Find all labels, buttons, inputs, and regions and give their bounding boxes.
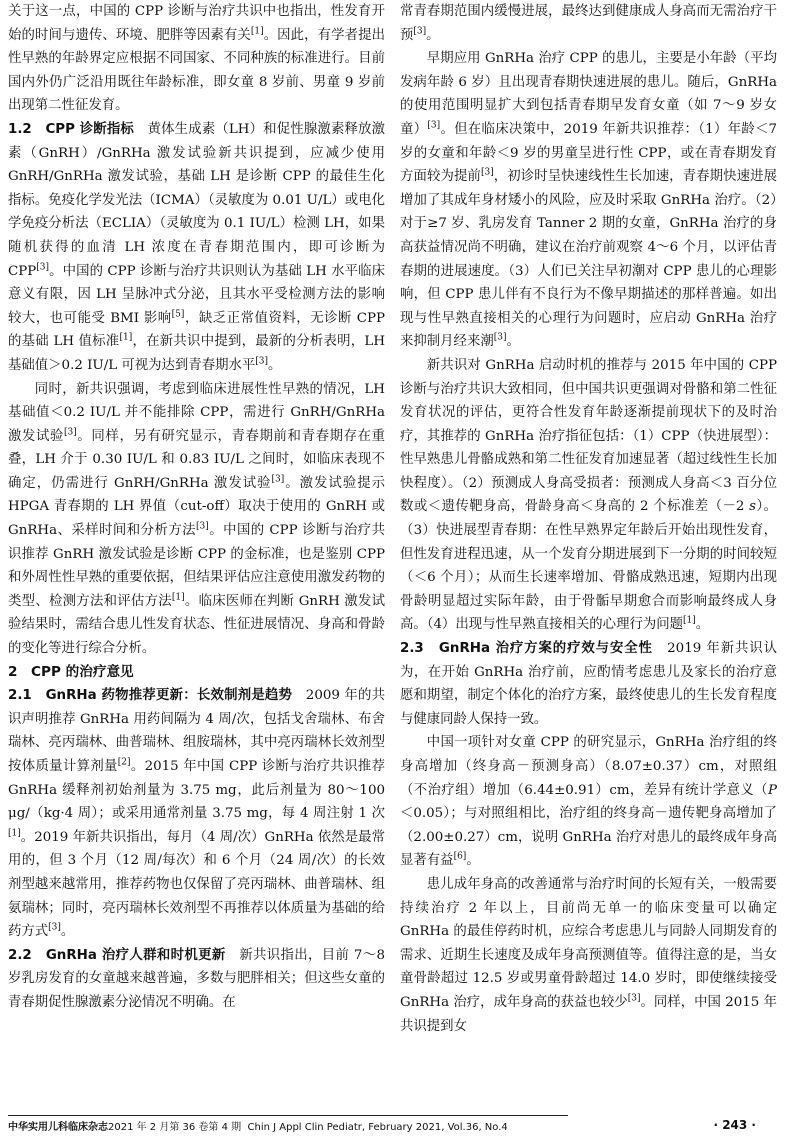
paragraph: 同时，新共识强调，考虑到临床进展性性早熟的情况，LH 基础值＜0.2 IU/L 并不能排除 CPP，需进行 GnRH/GnRHa 激发试验[3]。同样，另有研究显示，青春期前和青春期存在重叠，LH 介于 0.30 IU/L 和 0.83 IU/L 之间时，如临床表现不确定，仍需进行 GnRH/GnRHa 激发试验[3]。激发试验提示 HPGA 青春期的 LH 界值（cut-off）取决于使用的 GnRH 或 GnRHa、采样时间和分析方法[3]。中国的 CPP 诊断与治疗共识推荐 GnRH 激发试验是诊断 CPP 的金标准，也是鉴别 CPP 和外周性性早熟的重要依据，但结果评估应注意使用激发药物的类型、检测方法和评估方法[1]。临床医师在判断 GnRH 激发试验结果时，需结合患儿性发育状态、性征进展情况、身高和骨龄的变化等进行综合分析。 xyxy=(8,381,386,657)
paragraph: 关于这一点，中国的 CPP 诊断与治疗共识中也指出，性发育开始的时间与遗传、环境、肥胖等因素有关[1]。因此，有学者提出性早熟的年龄界定应根据不同国家、不同种族的标准进行。目前国内外仍广泛沿用既往年龄标准，即女童 8 岁前、男童 9 岁前出现第二性征发育。 xyxy=(8,4,386,114)
section-2-2: 2.2 GnRHa 治疗人群和时机更新 新共识指出，目前 7～8 岁乳房发育的女童越来越普遍，多数与肥胖相关；但这些女童的青春期促性腺激素分泌情况不明确。在 xyxy=(8,947,385,1010)
right-column xyxy=(400,0,777,1038)
page-footer xyxy=(8,1118,782,1136)
section-heading: 2.2 GnRHa 治疗人群和时机更新 xyxy=(8,947,226,963)
paragraph: 早期应用 GnRHa 治疗 CPP 的患儿，主要是小年龄（平均发病年龄 6 岁）且出现青春期快速进展的患儿。随后，GnRHa 的使用范围明显扩大到包括青春期早发育女童（如 7～9 岁女童）[3]。但在临床决策中，2019 年新共识推荐：（1）年龄＜7 岁的女童和年龄＜9 岁的男童呈进行性 CPP，或在青春期发育方面较为提前[3]，初诊时呈快速线性生长加速，青春期快速进展增加了其成年身材矮小的风险，应及时采取 GnRHa 治疗。（2）对于≥7 岁、乳房发育 Tanner 2 期的女童，GnRHa 治疗的身高获益情况尚不明确，建议在治疗前观察 4～6 个月，以评估青春期的进展速度。（3）人们已关注早初潮对 CPP 患儿的心理影响，但 CPP 患儿伴有不良行为不像早期描述的那样普遍。如出现与性早熟直接相关的心理行为问题时，应启动 GnRHa 治疗来抑制月经来潮[3]。 xyxy=(400,51,778,350)
section-heading: 2.1 GnRHa 药物推荐更新：长效制剂是趋势 xyxy=(8,688,293,704)
section-2-3: 2.3 GnRHa 治疗方案的疗效与安全性 2019 年新共识认为，在开始 GnRHa 治疗前，应酌情考虑患儿及家长的治疗意愿和期望，制定个体化的治疗方案，最终使患儿的生长发育程度与健康同龄人保持一致。 xyxy=(400,641,777,727)
paragraph: 新共识对 GnRHa 启动时机的推荐与 2015 年中国的 CPP 诊断与治疗共识大致相同，但中国共识更强调对骨骼和第二性征发育状况的评估，更符合性发育年龄逐渐提前现状下的及时治疗，其推荐的 GnRHa 治疗指征包括：（1）CPP（快进展型）：性早熟患儿骨骼成熟和第二性征发育加速显著（超过线性生长加快程度）。（2）预测成人身高受损者：预测成人身高＜3 百分位数或＜遗传靶身高，骨龄身高＜身高的 2 个标准差（－2 s）。（3）快进展型青春期：在性早熟界定年龄后开始出现性发育，但性发育进程迅速，从一个发育分期进展到下一分期的时间较短（＜6 个月）；从而生长速率增加、骨骼成熟迅速，短期内出现骨龄明显超过实际年龄，由于骨骺早期愈合而影响最终成人身高。（4）出现与性早熟直接相关的心理行为问题[1]。 xyxy=(400,357,777,633)
section-2-heading: 2 CPP 的治疗意见 xyxy=(8,663,134,680)
footer-divider xyxy=(8,1115,568,1116)
section-heading: 2.3 GnRHa 治疗方案的疗效与安全性 xyxy=(400,641,653,657)
section-heading: 1.2 CPP 诊断指标 xyxy=(8,121,134,137)
issue-cn: 2021 年 2 月第 36 卷第 4 期 xyxy=(108,1122,242,1133)
journal-name-cn: 中华实用儿科临床杂志 xyxy=(8,1122,108,1133)
left-column xyxy=(8,0,385,1015)
section-2-1: 2.1 GnRHa 药物推荐更新：长效制剂是趋势 2009 年的共识声明推荐 GnRHa 用药间隔为 4 周/次，包括戈舍瑞林、布舍瑞林、亮丙瑞林、曲普瑞林、组胺瑞林，其中亮丙瑞林长效剂型按体质量计算剂量[2]。2015 年中国 CPP 诊断与治疗共识推荐 GnRHa 缓释剂初始剂量为 3.75 mg，此后剂量为 80～100 μg/（kg·4 周）；或采用通常剂量 3.75 mg，每 4 周注射 1 次[1]。2019 年新共识指出，每月（4 周/次）GnRHa 依然是最常用的，但 3 个月（12 周/每次）和 6 个月（24 周/次）的长效剂型越来越常用，推荐药物也仅保留了亮丙瑞林、曲普瑞林、组氨瑞林；同时，亮丙瑞林长效剂型不再推荐以体质量为基础的给药方式[3]。 xyxy=(8,688,385,940)
paragraph: 患儿成年身高的改善通常与治疗时间的长短有关，一般需要持续治疗 2 年以上，目前尚无单一的临床变量可以确定 GnRHa 的最佳停药时机，应综合考虑患儿与同龄人同期发育的需求、近期生长速度及成年身高预测值等。值得注意的是，当女童骨龄超过 12.5 岁或男童骨龄超过 14.0 岁时，即使继续接受 GnRHa 治疗，成年身高的获益也较少[3]。同样，中国 2015 年共识提到女 xyxy=(400,876,777,1034)
journal-name-en: Chin J Appl Clin Pediatr, February 2021, Vol.36, No.4 xyxy=(247,1122,508,1133)
page-number: · 243 · xyxy=(713,1118,756,1132)
paragraph: 常青春期范围内缓慢进展，最终达到健康成人身高而无需治疗干预[3]。 xyxy=(400,4,777,43)
section-1-2: 1.2 CPP 诊断指标 黄体生成素（LH）和促性腺激素释放激素（GnRH）/GnRHa 激发试验新共识提到，应减少使用 GnRH/GnRHa 激发试验，基础 LH 是诊断 CPP 的最佳生化指标。免疫化学发光法（ICMA）（灵敏度为 0.01 U/L）或电化学免疫分析法（ECLIA）（灵敏度为 0.1 IU/L）检测 LH，如果随机获得的血清 LH 浓度在青春期范围内，即可诊断为 CPP[3]。中国的 CPP 诊断与治疗共识则认为基础 LH 水平临床意义有限，因 LH 呈脉冲式分泌，且其水平受检测方法的影响较大，也可能受 BMI 影响[5]，缺乏正常值资料，无诊断 CPP 的基础 LH 值标准[1]，在新共识中提到，最新的分析表明，LH 基础值＞0.2 IU/L 可视为达到青春期水平[3]。 xyxy=(8,121,386,373)
paragraph: 中国一项针对女童 CPP 的研究显示，GnRHa 治疗组的终身高增加（终身高－预测身高）（8.07±0.37）cm，对照组（不治疗组）增加（6.44±0.91）cm，差异有统计学意义（P＜0.05）；与对照组相比，治疗组的终身高－遗传靶身高增加了（2.00±0.27）cm，说明 GnRHa 治疗对患儿的最终成年身高显著有益[6]。 xyxy=(400,735,777,869)
